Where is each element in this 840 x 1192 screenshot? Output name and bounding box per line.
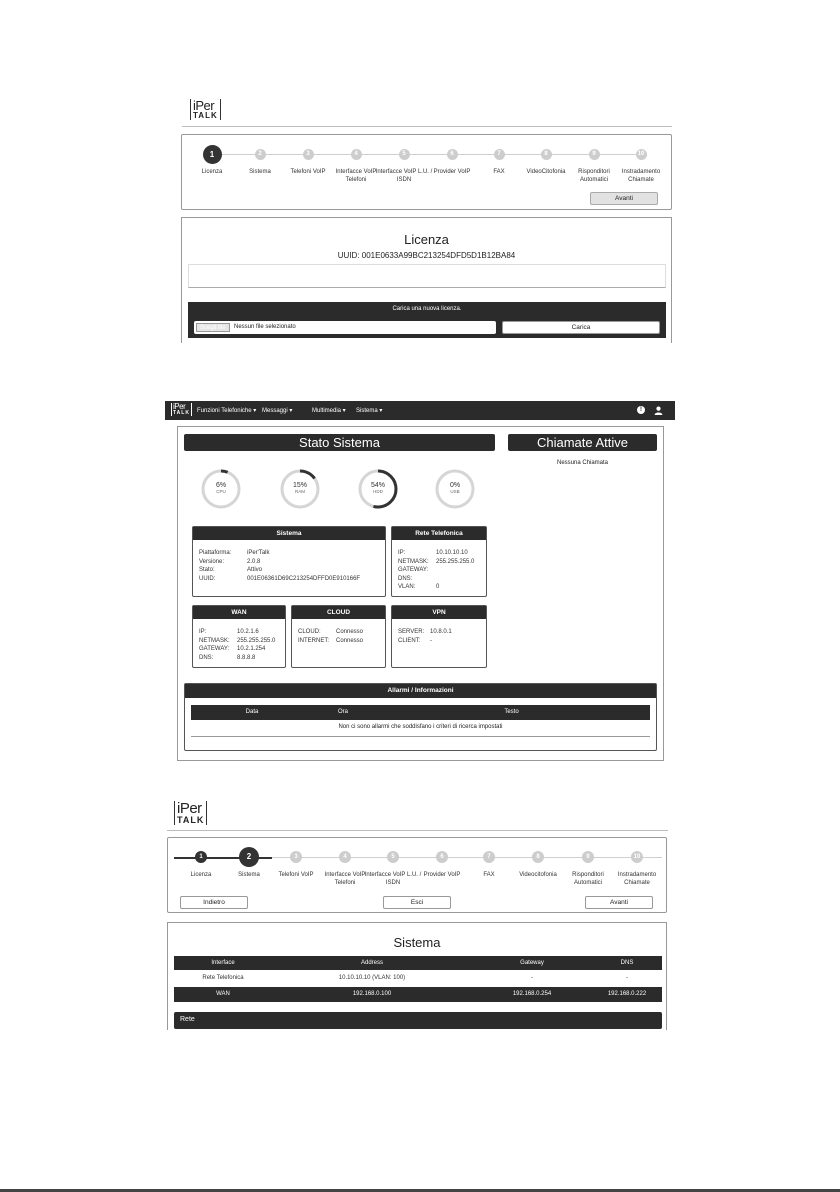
wizard-step-10[interactable] <box>607 851 667 887</box>
exit-button[interactable]: Esci <box>383 896 451 909</box>
step-number: 2 <box>239 847 259 867</box>
header-divider <box>182 126 672 127</box>
info-row <box>199 549 360 558</box>
info-value: Connesso <box>336 637 364 644</box>
gauge-hdd <box>357 468 399 510</box>
step-number: 5 <box>387 851 399 863</box>
step-number: 7 <box>483 851 495 863</box>
wizard-steps-panel <box>181 134 672 210</box>
gauge-label: HDD <box>373 489 383 494</box>
info-value: 10.2.1.6 <box>237 629 259 635</box>
gauge-value: 15% <box>292 482 307 489</box>
page-title: Licenza <box>404 232 449 247</box>
info-row <box>398 637 452 646</box>
navbar-logo[interactable]: iPer TALK <box>173 402 190 416</box>
info-value: 0 <box>436 584 440 590</box>
step-number: 10 <box>636 149 647 160</box>
wan-card <box>192 605 286 668</box>
step-label: Interfacce VoIP Telefoni <box>324 872 366 887</box>
step-label: Provider VoIP <box>423 872 461 878</box>
table-row <box>174 970 662 986</box>
step-label: Videocitofonia <box>519 872 557 878</box>
step-number: 6 <box>447 149 458 160</box>
step-label: Telefoni VoIP <box>290 168 326 175</box>
info-row <box>398 575 474 584</box>
info-key: INTERNET: <box>298 637 330 644</box>
row-gateway: 192.168.0.254 <box>512 991 552 997</box>
info-value: - <box>430 637 432 644</box>
info-value: Connesso <box>336 629 364 635</box>
info-row <box>199 645 275 654</box>
rete-telefonica-card <box>391 526 487 597</box>
rete-telefonica-card-title: Rete Telefonica <box>392 527 486 540</box>
column-address[interactable]: Address <box>360 960 383 966</box>
no-file-text: Nessun file selezionato <box>234 324 296 330</box>
step-label: FAX <box>483 872 495 878</box>
alarms-title: Allarmi / Informazioni <box>185 684 656 698</box>
info-key: CLOUD: <box>298 629 321 635</box>
step-number: 4 <box>339 851 351 863</box>
step-label: Provider VoIP <box>433 168 471 175</box>
user-icon[interactable] <box>654 406 663 415</box>
info-key: CLIENT: <box>398 637 421 644</box>
sistema-card <box>192 526 386 597</box>
header-divider-2 <box>167 830 668 831</box>
column-ora[interactable]: Ora <box>337 709 348 715</box>
wizard-steps-panel-2 <box>167 837 667 913</box>
step-label: Interfacce VoIP L.U. / ISDN <box>364 872 422 887</box>
step-label: FAX <box>493 168 505 175</box>
info-row <box>298 628 363 637</box>
row-dns: 192.168.0.222 <box>607 991 647 997</box>
step-label: Interfacce VoIP Telefoni <box>335 168 377 183</box>
step-label: Licenza <box>190 872 212 878</box>
info-key: SERVER: <box>398 629 425 635</box>
vpn-card <box>391 605 487 668</box>
info-key: GATEWAY: <box>398 567 429 573</box>
column-dns[interactable]: DNS <box>620 960 634 966</box>
info-value: iPer'Talk <box>247 550 270 556</box>
step-number: 9 <box>589 149 600 160</box>
step-number: 3 <box>303 149 314 160</box>
upload-bar-label: Carica una nuova licenza. <box>392 306 462 312</box>
info-row <box>298 637 363 646</box>
info-row <box>398 628 452 637</box>
gauge-cpu <box>200 468 242 510</box>
gauge-label: CPU <box>216 489 226 494</box>
info-value: 10.10.10.10 <box>436 550 468 556</box>
alarms-divider <box>191 736 650 737</box>
step-label: Licenza <box>201 168 223 175</box>
step-label: Sistema <box>238 872 260 878</box>
wan-card-title: WAN <box>193 606 285 619</box>
gauge-label: USB <box>450 489 460 494</box>
cloud-info <box>298 628 363 645</box>
info-key: DNS: <box>398 575 413 582</box>
step-number: 5 <box>399 149 410 160</box>
network-table-header <box>174 956 662 970</box>
step-label: Telefoni VoIP <box>278 872 314 878</box>
step-number: 10 <box>631 851 643 863</box>
column-gateway[interactable]: Gateway <box>520 960 544 966</box>
info-value: 255.255.255.0 <box>237 637 276 644</box>
step-number: 7 <box>494 149 505 160</box>
step-number: 3 <box>290 851 302 863</box>
upload-button[interactable]: Carica <box>502 321 660 334</box>
info-row <box>398 583 474 592</box>
gauge-label: RAM <box>295 489 305 494</box>
gauge-value: 6% <box>215 482 227 489</box>
wan-info <box>199 628 275 662</box>
info-value: 8.8.8.8 <box>237 654 256 661</box>
next-button-2[interactable]: Avanti <box>585 896 653 909</box>
upload-bar <box>188 302 666 338</box>
vpn-card-title: VPN <box>392 606 486 619</box>
page-title-2: Sistema <box>393 935 441 950</box>
step-label: VideoCitofonia <box>526 168 566 175</box>
info-row <box>199 654 275 663</box>
active-calls-title: Chiamate Attive <box>508 434 657 451</box>
rete-section-label: Rete <box>180 1016 195 1023</box>
cloud-card <box>291 605 386 668</box>
row-address: 192.168.0.100 <box>352 991 392 997</box>
info-row <box>199 558 360 567</box>
column-data[interactable]: Data <box>245 709 259 715</box>
info-icon[interactable]: ! <box>637 406 645 414</box>
no-calls-text: Nessuna Chiamata <box>556 460 609 466</box>
step-number: 4 <box>351 149 362 160</box>
info-value: 2.0.8 <box>247 558 261 565</box>
nav-funzioni-telefoniche[interactable]: Funzioni Telefoniche ▾ <box>197 408 257 414</box>
nav-multimedia[interactable]: Multimedia ▾ <box>312 408 346 414</box>
info-key: UUID: <box>199 575 216 582</box>
cloud-card-title: CLOUD <box>292 606 385 619</box>
info-value: 10.2.1.254 <box>237 646 266 652</box>
step-number: 6 <box>436 851 448 863</box>
ipertalk-logo: iPer TALK <box>190 99 221 120</box>
info-row <box>398 566 474 575</box>
step-label: Sistema <box>249 168 271 175</box>
step-label: Instradamento Chiamate <box>617 872 657 887</box>
wizard-step-10[interactable] <box>611 149 671 184</box>
step-label: Risponditori Automatici <box>572 872 604 887</box>
info-row <box>398 558 474 567</box>
step-number: 1 <box>195 851 207 863</box>
step-label: Instradamento Chiamate <box>621 168 661 183</box>
step-number: 1 <box>203 145 222 164</box>
column-interface[interactable]: Interface <box>211 960 235 966</box>
nav-messaggi[interactable]: Messaggi ▾ <box>262 408 293 414</box>
row-dns: - <box>626 975 628 981</box>
gauge-usb <box>434 468 476 510</box>
step-number: 2 <box>255 149 266 160</box>
system-status-title: Stato Sistema <box>184 434 495 451</box>
top-navbar <box>165 401 675 420</box>
table-row-selected[interactable] <box>174 987 662 1002</box>
column-testo[interactable]: Testo <box>504 709 519 715</box>
alarms-empty-text: Non ci sono allarmi che soddisfano i criteri di ricerca impostati <box>338 724 503 730</box>
alarms-table-header <box>191 705 650 720</box>
info-value: Attivo <box>247 567 263 573</box>
info-key: NETMASK: <box>398 558 429 565</box>
info-key: Stato: <box>199 567 215 573</box>
sistema-panel <box>167 922 667 1030</box>
ipertalk-logo-2: iPer TALK <box>174 801 207 825</box>
info-value: 001E06361D69C213254DFFD0E910166F <box>247 575 361 582</box>
gauge-value: 0% <box>449 482 461 489</box>
step-label: Risponditori Automatici <box>578 168 610 183</box>
info-key: DNS: <box>199 654 214 661</box>
step-number: 8 <box>532 851 544 863</box>
choose-file-button[interactable]: Scegli file <box>196 323 230 332</box>
info-value: 255.255.255.0 <box>436 558 475 565</box>
next-button[interactable]: Avanti <box>590 192 658 205</box>
rete-section-bar[interactable] <box>174 1012 662 1029</box>
gauge-ram <box>279 468 321 510</box>
uuid-text: UUID: 001E0633A99BC213254DFD5D1B12BA84 <box>337 251 516 260</box>
info-key: NETMASK: <box>199 637 230 644</box>
info-key: IP: <box>398 550 406 556</box>
row-interface: WAN <box>216 991 230 997</box>
step-label: Interfacce VoIP L.U. / ISDN <box>375 168 433 183</box>
sistema-info <box>199 549 360 583</box>
step-number: 8 <box>541 149 552 160</box>
info-row <box>199 566 360 575</box>
info-row <box>398 549 474 558</box>
info-key: GATEWAY: <box>199 646 230 652</box>
row-address: 10.10.10.10 (VLAN: 100) <box>338 975 406 981</box>
info-key: Piattaforma: <box>199 550 232 556</box>
info-key: VLAN: <box>398 584 416 590</box>
alarms-card <box>184 683 657 751</box>
row-interface: Rete Telefonica <box>202 975 244 981</box>
sistema-card-title: Sistema <box>193 527 385 540</box>
info-key: Versione: <box>199 558 225 565</box>
license-textarea[interactable] <box>188 264 666 288</box>
rete-telefonica-info <box>398 549 474 592</box>
back-button[interactable]: Indietro <box>180 896 248 909</box>
info-row <box>199 575 360 584</box>
row-gateway: - <box>531 975 533 981</box>
vpn-info <box>398 628 452 645</box>
info-value: 10.8.0.1 <box>430 629 452 635</box>
nav-sistema[interactable]: Sistema ▾ <box>356 408 383 414</box>
file-input[interactable] <box>194 321 496 334</box>
step-number: 9 <box>582 851 594 863</box>
info-row <box>199 637 275 646</box>
gauge-value: 54% <box>370 482 385 489</box>
license-panel <box>181 217 672 343</box>
info-key: IP: <box>199 629 207 635</box>
info-row <box>199 628 275 637</box>
